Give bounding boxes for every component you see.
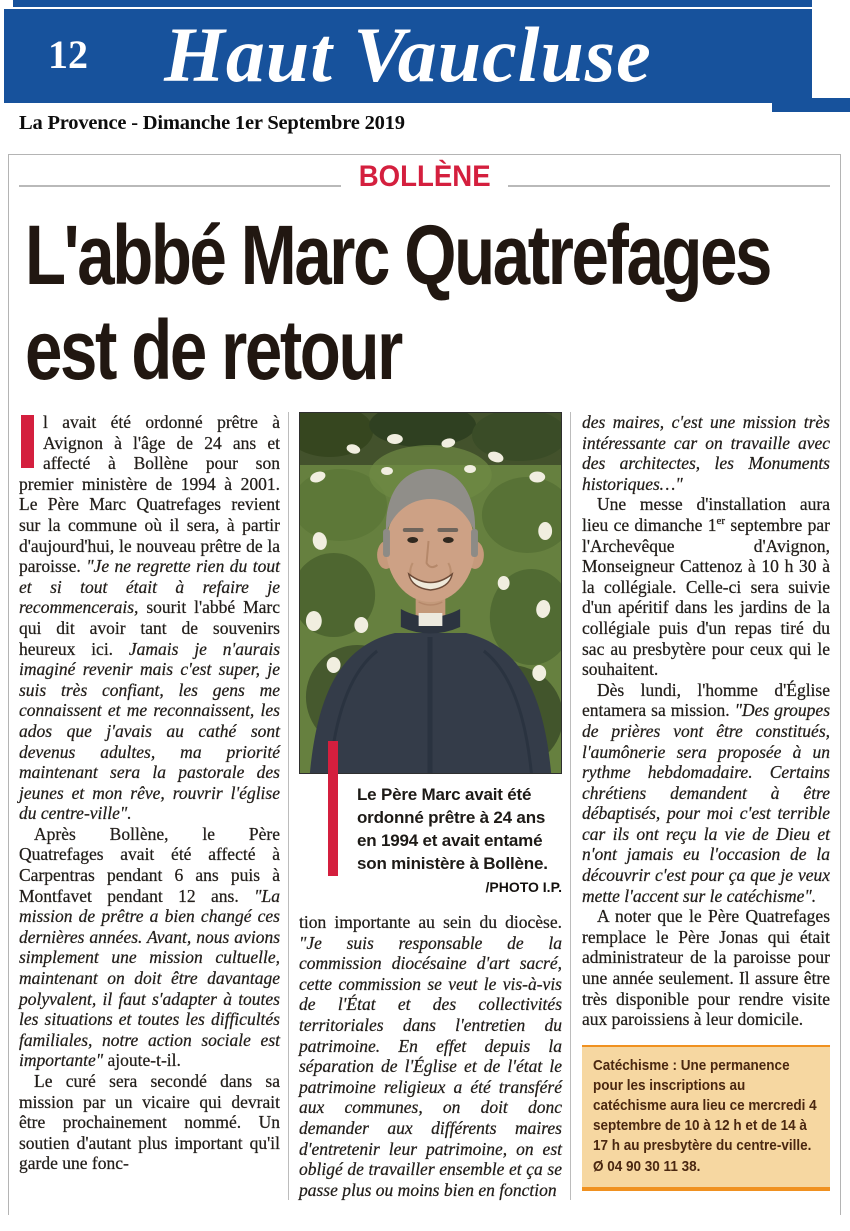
photo-caption: Le Père Marc avait été ordonné prêtre à 24 ans en 1994 et avait entamé son ministère à Bollène. [357, 785, 548, 873]
quote-run: "Je ne regrette rien du tout et si tout était à refaire je recommencerais, [19, 556, 280, 618]
quote-run: "Je suis responsable de la commission diocésaine d'art sacré, cette commission se veut le vis-à-vis de l'État et des collectivités territoriales dans l'entretien du patrimoine. En effet depuis la séparation de l'Église et de l'état le patrimoine religieux a été transféré aux communes, on doit donc demander aux différents maires d'entretenir leur patrimoine, on est obligé de travailler ensemble et ça se passe plus ou moins bien en fonction [299, 932, 562, 1200]
paragraph [582, 906, 830, 1030]
paragraph [299, 912, 562, 1200]
banner-right-tab [772, 98, 850, 112]
section-banner [4, 9, 812, 103]
text-run: ajoute-t-il. [107, 1050, 181, 1071]
text-run: septembre par l'Archevêque d'Avignon, Monseigneur Cattenoz à 10 h 30 à la collégiale. Celle-ci sera suivie d'un apéritif dans les jardins de la collégiale puis d'un repas tiré du sac au presbytère pour ceux qui le souhaitent. [582, 514, 830, 680]
priest-photo-illustration [300, 413, 561, 773]
paragraph [582, 680, 830, 907]
text-run: Le curé sera secondé dans sa mission par un vicaire qui devrait être prochainement nommé. Un soutien d'autant plus important qu'il garde une fonc- [19, 1071, 280, 1174]
quote-run: "La mission de prêtre a bien changé ces dernières années. Avant, nous avions simplement une mission cultuelle, maintenant on doit être davantage polyvalent, il faut s'adapter à toutes les situations et toutes les difficultés familiales, notre action sociale est importante" [19, 885, 280, 1071]
drop-cap-bar: I [21, 415, 34, 468]
text-run: Après Bollène, le Père Quatrefages avait été affecté à Carpentras pendant 6 ans puis à Montfavet pendant 12 ans. [19, 823, 280, 906]
kicker-row [19, 160, 830, 194]
headline [25, 208, 842, 398]
column-2 [288, 412, 570, 1200]
text-run: A noter que le Père Quatrefages remplace le Père Jonas qui était administrateur de la paroisse pour une année seulement. Il assure être très disponible pour rendre visite aux paroissiens à leur domicile. [582, 906, 830, 1030]
quote-run: "Des groupes de prières vont être constitués, l'aumônerie sera proposée à un rythme hebdomadaire. Certains chrétiens demandent à être débaptisés, pour moi c'est terrible car ils ont reçu la vie de Dieu et n'ont jamais eu l'occasion de la découvrir c'est pour ça que je veux mette l'accent sur le catéchisme". [582, 700, 830, 906]
quote-run: des maires, c'est une mission très intéressante car on travaille avec des architectes, les Monuments historiques…" [582, 412, 830, 494]
text-run: sourit l'abbé Marc qui dit avoir tant de souvenirs heureux ici. [19, 597, 280, 659]
page-number: 12 [48, 32, 88, 77]
dateline: La Provence - Dimanche 1er Septembre 2019 [19, 112, 405, 134]
catechism-info-box [582, 1045, 830, 1191]
text-run: l avait été ordonné prêtre à Avignon à l'âge de 24 ans et affecté à Bollène pour son premier ministère de 1994 à 2001. Le Père Marc Quatrefages revient sur la commune où il sera, à partir d'aujourd'hui, le nouveau prêtre de la paroisse. [19, 412, 280, 577]
kicker-rule-left [19, 185, 341, 187]
priest-photo [299, 412, 562, 774]
kicker-label: BOLLÈNE [358, 160, 491, 193]
paragraph [19, 412, 280, 824]
info-box-content [593, 1056, 819, 1177]
paragraph [19, 1071, 280, 1174]
column-1 [19, 412, 288, 1200]
paragraph [582, 412, 830, 494]
photo-credit: /PHOTO I.P. [485, 879, 562, 895]
text-run: Une messe d'installation aura lieu ce dimanche 1 [582, 494, 830, 535]
paragraph [19, 824, 280, 1071]
kicker-rule-right [508, 185, 830, 187]
text-run: Dès lundi, l'homme d'Église entamera sa mission. [582, 679, 830, 721]
article-columns [19, 412, 830, 1200]
phone-icon: Ø [593, 1157, 604, 1175]
info-box-text: Catéchisme : Une permanence pour les inscriptions au catéchisme aura lieu ce mercredi 4 septembre de 10 à 12 h et de 14 à 17 h au presbytère du centre-ville. [593, 1056, 817, 1154]
phone-number: 04 90 30 11 38. [603, 1157, 701, 1175]
section-title: Haut Vaucluse [164, 11, 652, 98]
banner-top-hairline [13, 0, 812, 7]
ordinal-superscript: er [716, 515, 726, 528]
headline-line-2: est de retour [25, 303, 401, 397]
caption-red-bar [328, 741, 338, 876]
caption-body [357, 783, 562, 896]
caption-block [299, 741, 562, 896]
paragraph [582, 494, 830, 679]
article-frame [8, 154, 841, 1215]
headline-line-1: L'abbé Marc Quatrefages [25, 208, 771, 302]
text-run: tion importante au sein du diocèse. [299, 912, 562, 932]
phone-line [593, 1157, 819, 1177]
quote-run: Jamais je n'aurais imaginé revenir mais c'est super, je suis très confiant, les gens me connaissent et me reconnaissent, les ados que j'avais au cathé sont devenus adultes, ma priorité maintenant sera la pastorale des jeunes et mon rêve, rouvrir l'église du centre-ville". [19, 638, 281, 824]
column-3 [570, 412, 830, 1200]
